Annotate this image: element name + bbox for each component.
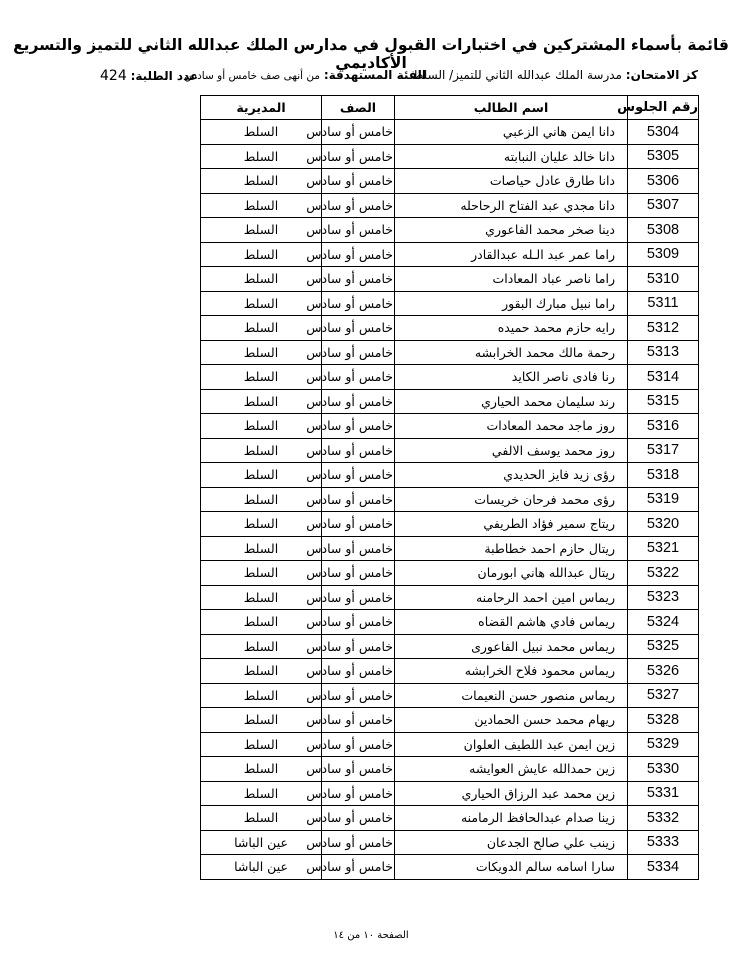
table-row <box>201 193 699 218</box>
table-row <box>201 830 699 855</box>
grade-cell: خامس أو سادس <box>322 610 395 635</box>
grade-cell: خامس أو سادس <box>322 708 395 733</box>
table-row <box>201 512 699 537</box>
table-row <box>201 634 699 659</box>
directorate-cell: السلط <box>201 463 322 488</box>
table-row <box>201 855 699 880</box>
student-count-value: 424 <box>100 68 127 84</box>
page-footer: الصفحة ١٠ من ١٤ <box>333 930 409 941</box>
student-name-cell: دينا صخر محمد الفاعوري <box>395 218 628 243</box>
directorate-cell: السلط <box>201 512 322 537</box>
grade-cell: خامس أو سادس <box>322 340 395 365</box>
directorate-cell: السلط <box>201 365 322 390</box>
seat-number-cell: 5318 <box>628 463 699 488</box>
table-row <box>201 438 699 463</box>
seat-number-cell: 5331 <box>628 781 699 806</box>
seat-number-cell: 5306 <box>628 169 699 194</box>
student-name-cell: رؤى محمد فرحان خريسات <box>395 487 628 512</box>
seat-number-cell: 5329 <box>628 732 699 757</box>
student-name-cell: رنا فادى ناصر الكايد <box>395 365 628 390</box>
table-row <box>201 414 699 439</box>
target-group-value: من أنهى صف خامس أو سادس <box>184 70 320 82</box>
target-group-label: الفئة المستهدفة: <box>323 68 426 82</box>
seat-number-cell: 5311 <box>628 291 699 316</box>
table-row <box>201 340 699 365</box>
grade-cell: خامس أو سادس <box>322 659 395 684</box>
student-name-cell: ريماس منصور حسن النعيمات <box>395 683 628 708</box>
grade-cell: خامس أو سادس <box>322 120 395 145</box>
student-name-cell: زينب علي صالح الجدعان <box>395 830 628 855</box>
table-row <box>201 732 699 757</box>
table-row <box>201 218 699 243</box>
directorate-cell: السلط <box>201 291 322 316</box>
student-name-cell: دانا طارق عادل حياصات <box>395 169 628 194</box>
grade-cell: خامس أو سادس <box>322 144 395 169</box>
seat-number-cell: 5310 <box>628 267 699 292</box>
grade-cell: خامس أو سادس <box>322 463 395 488</box>
table-row <box>201 781 699 806</box>
target-group <box>184 68 426 82</box>
seat-number-cell: 5333 <box>628 830 699 855</box>
table-row <box>201 267 699 292</box>
table-row <box>201 365 699 390</box>
grade-cell: خامس أو سادس <box>322 855 395 880</box>
seat-number-cell: 5320 <box>628 512 699 537</box>
directorate-cell: السلط <box>201 218 322 243</box>
grade-cell: خامس أو سادس <box>322 536 395 561</box>
table-row <box>201 708 699 733</box>
seat-number-cell: 5327 <box>628 683 699 708</box>
table-row <box>201 683 699 708</box>
directorate-cell: السلط <box>201 340 322 365</box>
seat-number-cell: 5305 <box>628 144 699 169</box>
directorate-cell: السلط <box>201 757 322 782</box>
header-grade: الصف <box>322 96 395 120</box>
student-name-cell: سارا اسامه سالم الدويكات <box>395 855 628 880</box>
grade-cell: خامس أو سادس <box>322 732 395 757</box>
info-line <box>100 68 698 86</box>
seat-number-cell: 5325 <box>628 634 699 659</box>
directorate-cell: السلط <box>201 683 322 708</box>
table-row <box>201 120 699 145</box>
table-row <box>201 487 699 512</box>
table-row <box>201 169 699 194</box>
header-directorate: المديرية <box>201 96 322 120</box>
seat-number-cell: 5313 <box>628 340 699 365</box>
seat-number-cell: 5332 <box>628 806 699 831</box>
seat-number-cell: 5309 <box>628 242 699 267</box>
directorate-cell: السلط <box>201 242 322 267</box>
student-name-cell: ريماس محمد نبيل الفاعورى <box>395 634 628 659</box>
student-name-cell: زين حمدالله عايش العوايشه <box>395 757 628 782</box>
student-name-cell: دانا ايمن هاني الزعبي <box>395 120 628 145</box>
seat-number-cell: 5322 <box>628 561 699 586</box>
grade-cell: خامس أو سادس <box>322 830 395 855</box>
grade-cell: خامس أو سادس <box>322 512 395 537</box>
student-name-cell: رحمة مالك محمد الخرابشه <box>395 340 628 365</box>
student-count <box>100 68 198 84</box>
student-name-cell: ريماس محمود فلاح الخرابشه <box>395 659 628 684</box>
grade-cell: خامس أو سادس <box>322 169 395 194</box>
grade-cell: خامس أو سادس <box>322 757 395 782</box>
student-name-cell: راما نبيل مبارك البقور <box>395 291 628 316</box>
table-row <box>201 585 699 610</box>
directorate-cell: السلط <box>201 659 322 684</box>
student-name-cell: دانا مجدي عبد الفتاح الرحاحله <box>395 193 628 218</box>
exam-center-value: مدرسة الملك عبدالله الثاني للتميز/ السلط <box>412 68 622 82</box>
grade-cell: خامس أو سادس <box>322 487 395 512</box>
exam-center-label: كز الامتحان: <box>625 68 698 82</box>
grade-cell: خامس أو سادس <box>322 389 395 414</box>
seat-number-cell: 5328 <box>628 708 699 733</box>
seat-number-cell: 5326 <box>628 659 699 684</box>
table-row <box>201 659 699 684</box>
grade-cell: خامس أو سادس <box>322 218 395 243</box>
seat-number-cell: 5317 <box>628 438 699 463</box>
grade-cell: خامس أو سادس <box>322 438 395 463</box>
student-name-cell: دانا خالد عليان النبابته <box>395 144 628 169</box>
seat-number-cell: 5324 <box>628 610 699 635</box>
exam-center <box>412 68 698 82</box>
directorate-cell: السلط <box>201 438 322 463</box>
directorate-cell: السلط <box>201 561 322 586</box>
seat-number-cell: 5307 <box>628 193 699 218</box>
student-name-cell: رند سليمان محمد الحياري <box>395 389 628 414</box>
grade-cell: خامس أو سادس <box>322 267 395 292</box>
student-name-cell: رايه حازم محمد حميده <box>395 316 628 341</box>
grade-cell: خامس أو سادس <box>322 316 395 341</box>
table-row <box>201 242 699 267</box>
student-count-label: عدد الطلبة: <box>130 69 199 83</box>
grade-cell: خامس أو سادس <box>322 781 395 806</box>
student-name-cell: راما عمر عبد الـله عبدالقادر <box>395 242 628 267</box>
students-table <box>200 95 699 880</box>
seat-number-cell: 5314 <box>628 365 699 390</box>
seat-number-cell: 5323 <box>628 585 699 610</box>
seat-number-cell: 5330 <box>628 757 699 782</box>
grade-cell: خامس أو سادس <box>322 193 395 218</box>
student-name-cell: ريهام محمد حسن الحمادين <box>395 708 628 733</box>
seat-number-cell: 5321 <box>628 536 699 561</box>
directorate-cell: السلط <box>201 389 322 414</box>
grade-cell: خامس أو سادس <box>322 291 395 316</box>
directorate-cell: السلط <box>201 585 322 610</box>
student-name-cell: ريتاج سمير فؤاد الطريفي <box>395 512 628 537</box>
grade-cell: خامس أو سادس <box>322 806 395 831</box>
grade-cell: خامس أو سادس <box>322 634 395 659</box>
directorate-cell: السلط <box>201 487 322 512</box>
grade-cell: خامس أو سادس <box>322 585 395 610</box>
table-row <box>201 561 699 586</box>
grade-cell: خامس أو سادس <box>322 561 395 586</box>
directorate-cell: السلط <box>201 610 322 635</box>
directorate-cell: السلط <box>201 169 322 194</box>
directorate-cell: عين الباشا <box>201 830 322 855</box>
directorate-cell: السلط <box>201 536 322 561</box>
directorate-cell: السلط <box>201 708 322 733</box>
directorate-cell: السلط <box>201 316 322 341</box>
student-name-cell: ريماس فادي هاشم القضاه <box>395 610 628 635</box>
header-seat-number: رقم الجلوس <box>628 96 699 120</box>
seat-number-cell: 5319 <box>628 487 699 512</box>
student-name-cell: راما ناصر عباد المعادات <box>395 267 628 292</box>
table-row <box>201 806 699 831</box>
table-header-row <box>201 96 699 120</box>
table-row <box>201 291 699 316</box>
directorate-cell: السلط <box>201 144 322 169</box>
grade-cell: خامس أو سادس <box>322 365 395 390</box>
student-name-cell: زينا صدام عبدالحافظ الرمامنه <box>395 806 628 831</box>
seat-number-cell: 5304 <box>628 120 699 145</box>
grade-cell: خامس أو سادس <box>322 414 395 439</box>
directorate-cell: السلط <box>201 267 322 292</box>
seat-number-cell: 5308 <box>628 218 699 243</box>
student-name-cell: رؤى زيد فايز الحديدي <box>395 463 628 488</box>
seat-number-cell: 5316 <box>628 414 699 439</box>
directorate-cell: السلط <box>201 781 322 806</box>
seat-number-cell: 5315 <box>628 389 699 414</box>
grade-cell: خامس أو سادس <box>322 242 395 267</box>
seat-number-cell: 5312 <box>628 316 699 341</box>
table-row <box>201 389 699 414</box>
table-row <box>201 463 699 488</box>
directorate-cell: السلط <box>201 806 322 831</box>
directorate-cell: السلط <box>201 414 322 439</box>
header-student-name: اسم الطالب <box>395 96 628 120</box>
grade-cell: خامس أو سادس <box>322 683 395 708</box>
directorate-cell: السلط <box>201 732 322 757</box>
seat-number-cell: 5334 <box>628 855 699 880</box>
table-row <box>201 316 699 341</box>
student-name-cell: ريماس امين احمد الرحامنه <box>395 585 628 610</box>
page-title: قائمة بأسماء المشتركين في اختبارات القبول في مدارس الملك عبدالله الثاني للتميز والتسريع الأكاديمي <box>13 36 729 72</box>
directorate-cell: عين الباشا <box>201 855 322 880</box>
directorate-cell: السلط <box>201 634 322 659</box>
student-name-cell: ريتال عبدالله هاني ابورمان <box>395 561 628 586</box>
table-row <box>201 757 699 782</box>
student-name-cell: روز محمد يوسف الالفي <box>395 438 628 463</box>
student-name-cell: زين ايمن عبد اللطيف العلوان <box>395 732 628 757</box>
student-name-cell: روز ماجد محمد المعادات <box>395 414 628 439</box>
table-row <box>201 610 699 635</box>
directorate-cell: السلط <box>201 120 322 145</box>
student-name-cell: ريتال حازم احمد خطاطبة <box>395 536 628 561</box>
table-row <box>201 536 699 561</box>
directorate-cell: السلط <box>201 193 322 218</box>
table-row <box>201 144 699 169</box>
student-name-cell: زين محمد عبد الرزاق الحياري <box>395 781 628 806</box>
